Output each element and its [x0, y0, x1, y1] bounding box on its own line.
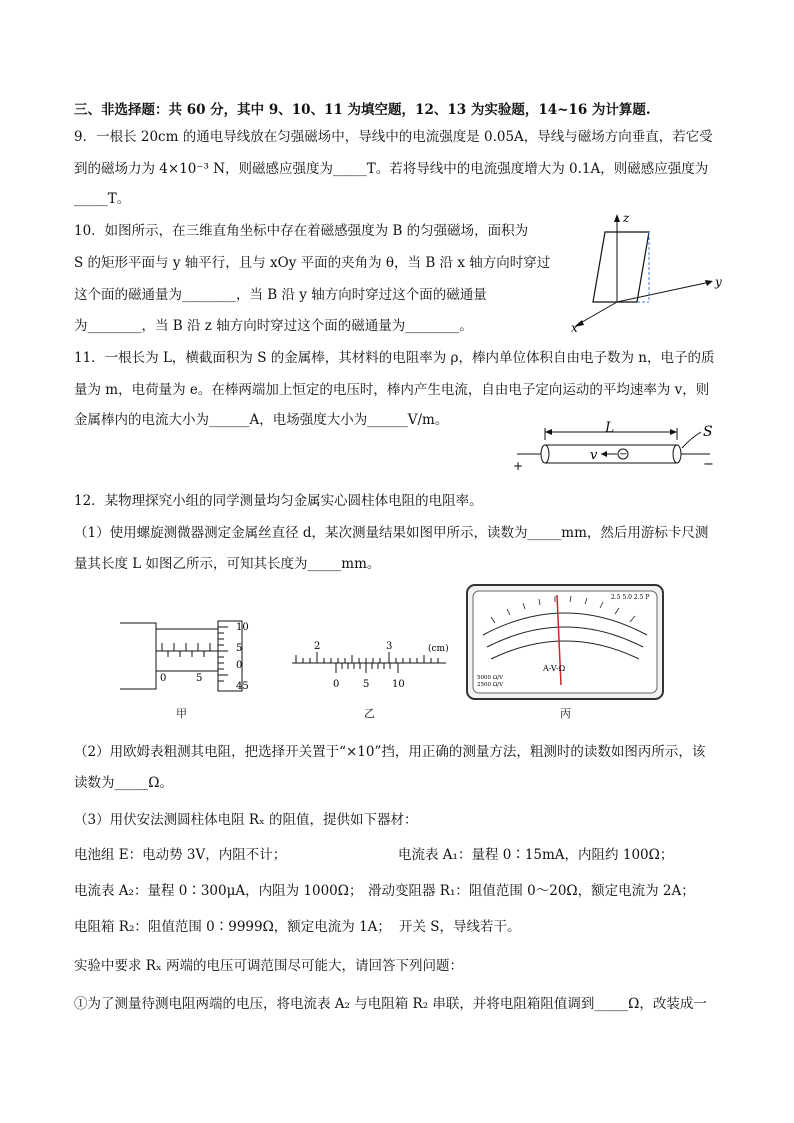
axis-label-x: x	[571, 321, 578, 335]
q12-p1-line1: （1）使用螺旋测微器测定金属丝直径 d，某次测量结果如图甲所示，读数为_____mm，然后用游标卡尺测	[74, 525, 709, 541]
dial-note-2: 2500 Ω/V	[477, 682, 504, 688]
y-axis	[617, 282, 710, 302]
q12-p1-line2: 量其长度 L 如图乙所示，可知其长度为_____mm。	[74, 556, 381, 572]
q10-line3: 这个面的磁通量为________，当 B 沿 y 轴方向时穿过这个面的磁通量	[74, 287, 487, 303]
multimeter-figure	[465, 583, 665, 701]
minus-terminal: −	[703, 457, 714, 472]
axis-label-z: z	[623, 211, 630, 225]
plus-terminal: +	[513, 459, 524, 473]
label-S: S	[703, 424, 713, 440]
q9-line2: 到的磁场力为 4×10⁻³ N，则磁感应强度为_____T。若将导线中的电流强度增大为 0.1A，则磁感应强度为	[74, 161, 709, 177]
q11-line2: 量为 m，电荷量为 e。在棒两端加上恒定的电压时，棒内产生电流，自由电子定向运动的平均速率为 v，则	[74, 382, 710, 398]
main-3: 3	[386, 641, 393, 652]
electron-sign: −	[619, 449, 628, 460]
equip-rheostat-r1: 滑动变阻器 R₁：阻值范围 0～20Ω，额定电流为 2A；	[368, 883, 695, 899]
axis-label-y: y	[715, 275, 722, 289]
q12-sub1: ①为了测量待测电阻两端的电压，将电流表 A₂ 与电阻箱 R₂ 串联，并将电阻箱阻值调到_____Ω，改装成一	[74, 996, 707, 1012]
vernier-10: 10	[392, 679, 405, 690]
dial-label: A-V-Ω	[543, 664, 566, 673]
equip-ammeter-a1: 电流表 A₁：量程 0∶15mA，内阻约 100Ω；	[398, 847, 674, 863]
x-axis	[577, 302, 617, 325]
caption-jia: 甲	[176, 707, 187, 720]
equip-switch: 开关 S，导线若干。	[399, 919, 521, 935]
q10-3d-axes-figure	[565, 210, 735, 335]
main-2: 2	[314, 641, 321, 652]
dial-note-1: 5000 Ω/V	[477, 675, 504, 681]
q12-p2-line1: （2）用欧姆表粗测其电阻，把选择开关置于“×10”挡，用正确的测量方法，粗测时的读数如图丙所示，该	[74, 744, 706, 760]
unit-cm: (cm)	[428, 644, 449, 654]
vernier-0: 0	[333, 679, 340, 690]
equip-ammeter-a2: 电流表 A₂：量程 0∶300μA，内阻为 1000Ω；	[74, 883, 363, 899]
q12-intro: 12．某物理探究小组的同学测量均匀金属实心圆柱体电阻的电阻率。	[74, 493, 483, 509]
caption-yi: 乙	[364, 707, 375, 720]
equip-battery: 电池组 E：电动势 3V，内阻不计；	[74, 847, 287, 863]
thimble-10: 10	[236, 622, 249, 633]
vernier-caliper-figure	[288, 635, 458, 695]
q9-line3: _____T。	[74, 191, 131, 207]
thimble-0: 0	[236, 660, 243, 671]
micrometer-figure	[118, 615, 278, 695]
equip-resistor-box-r2: 电阻箱 R₂：阻值范围 0∶9999Ω，额定电流为 1A；	[74, 919, 391, 935]
q10-line4: 为________，当 B 沿 z 轴方向时穿过这个面的磁通量为________。	[74, 318, 473, 334]
vernier-5: 5	[363, 679, 370, 690]
q9-line1: 9．一根长 20cm 的通电导线放在匀强磁场中，导线中的电流强度是 0.05A，导线与磁场方向垂直，若它受	[74, 129, 713, 145]
thimble-5: 5	[236, 643, 243, 654]
label-L: L	[605, 420, 615, 436]
caption-bing: 丙	[560, 707, 571, 720]
dial-top-right: 2.5 5.0 2.5 P	[611, 594, 650, 601]
rect-plane	[593, 232, 649, 302]
q12-requirement: 实验中要求 Rₓ 两端的电压可调范围尽可能大，请回答下列问题：	[74, 958, 463, 974]
label-v: v	[590, 448, 598, 463]
section-header: 三、非选择题：共 60 分，其中 9、10、11 为填空题，12、13 为实验题，14~16 为计算题.	[74, 102, 651, 118]
q10-line2: S 的矩形平面与 y 轴平行，且与 xOy 平面的夹角为 θ，当 B 沿 x 轴方向时穿过	[74, 255, 551, 271]
q12-p3: （3）用伏安法测圆柱体电阻 Rₓ 的阻值，提供如下器材：	[74, 812, 418, 828]
q11-line1: 11．一根长为 L，横截面积为 S 的金属棒，其材料的电阻率为 ρ，棒内单位体积自由电子数为 n，电子的质	[74, 350, 715, 366]
sleeve-0: 0	[160, 673, 167, 684]
sleeve-5: 5	[196, 673, 203, 684]
thimble-45: 45	[236, 681, 249, 692]
q11-line3: 金属棒内的电流大小为______A，电场强度大小为______V/m。	[74, 412, 449, 428]
q12-p2-line2: 读数为_____Ω。	[74, 775, 173, 791]
q11-metal-rod-figure	[505, 418, 730, 473]
q10-line1: 10．如图所示，在三维直角坐标中存在着磁感强度为 B 的匀强磁场，面积为	[74, 223, 529, 239]
